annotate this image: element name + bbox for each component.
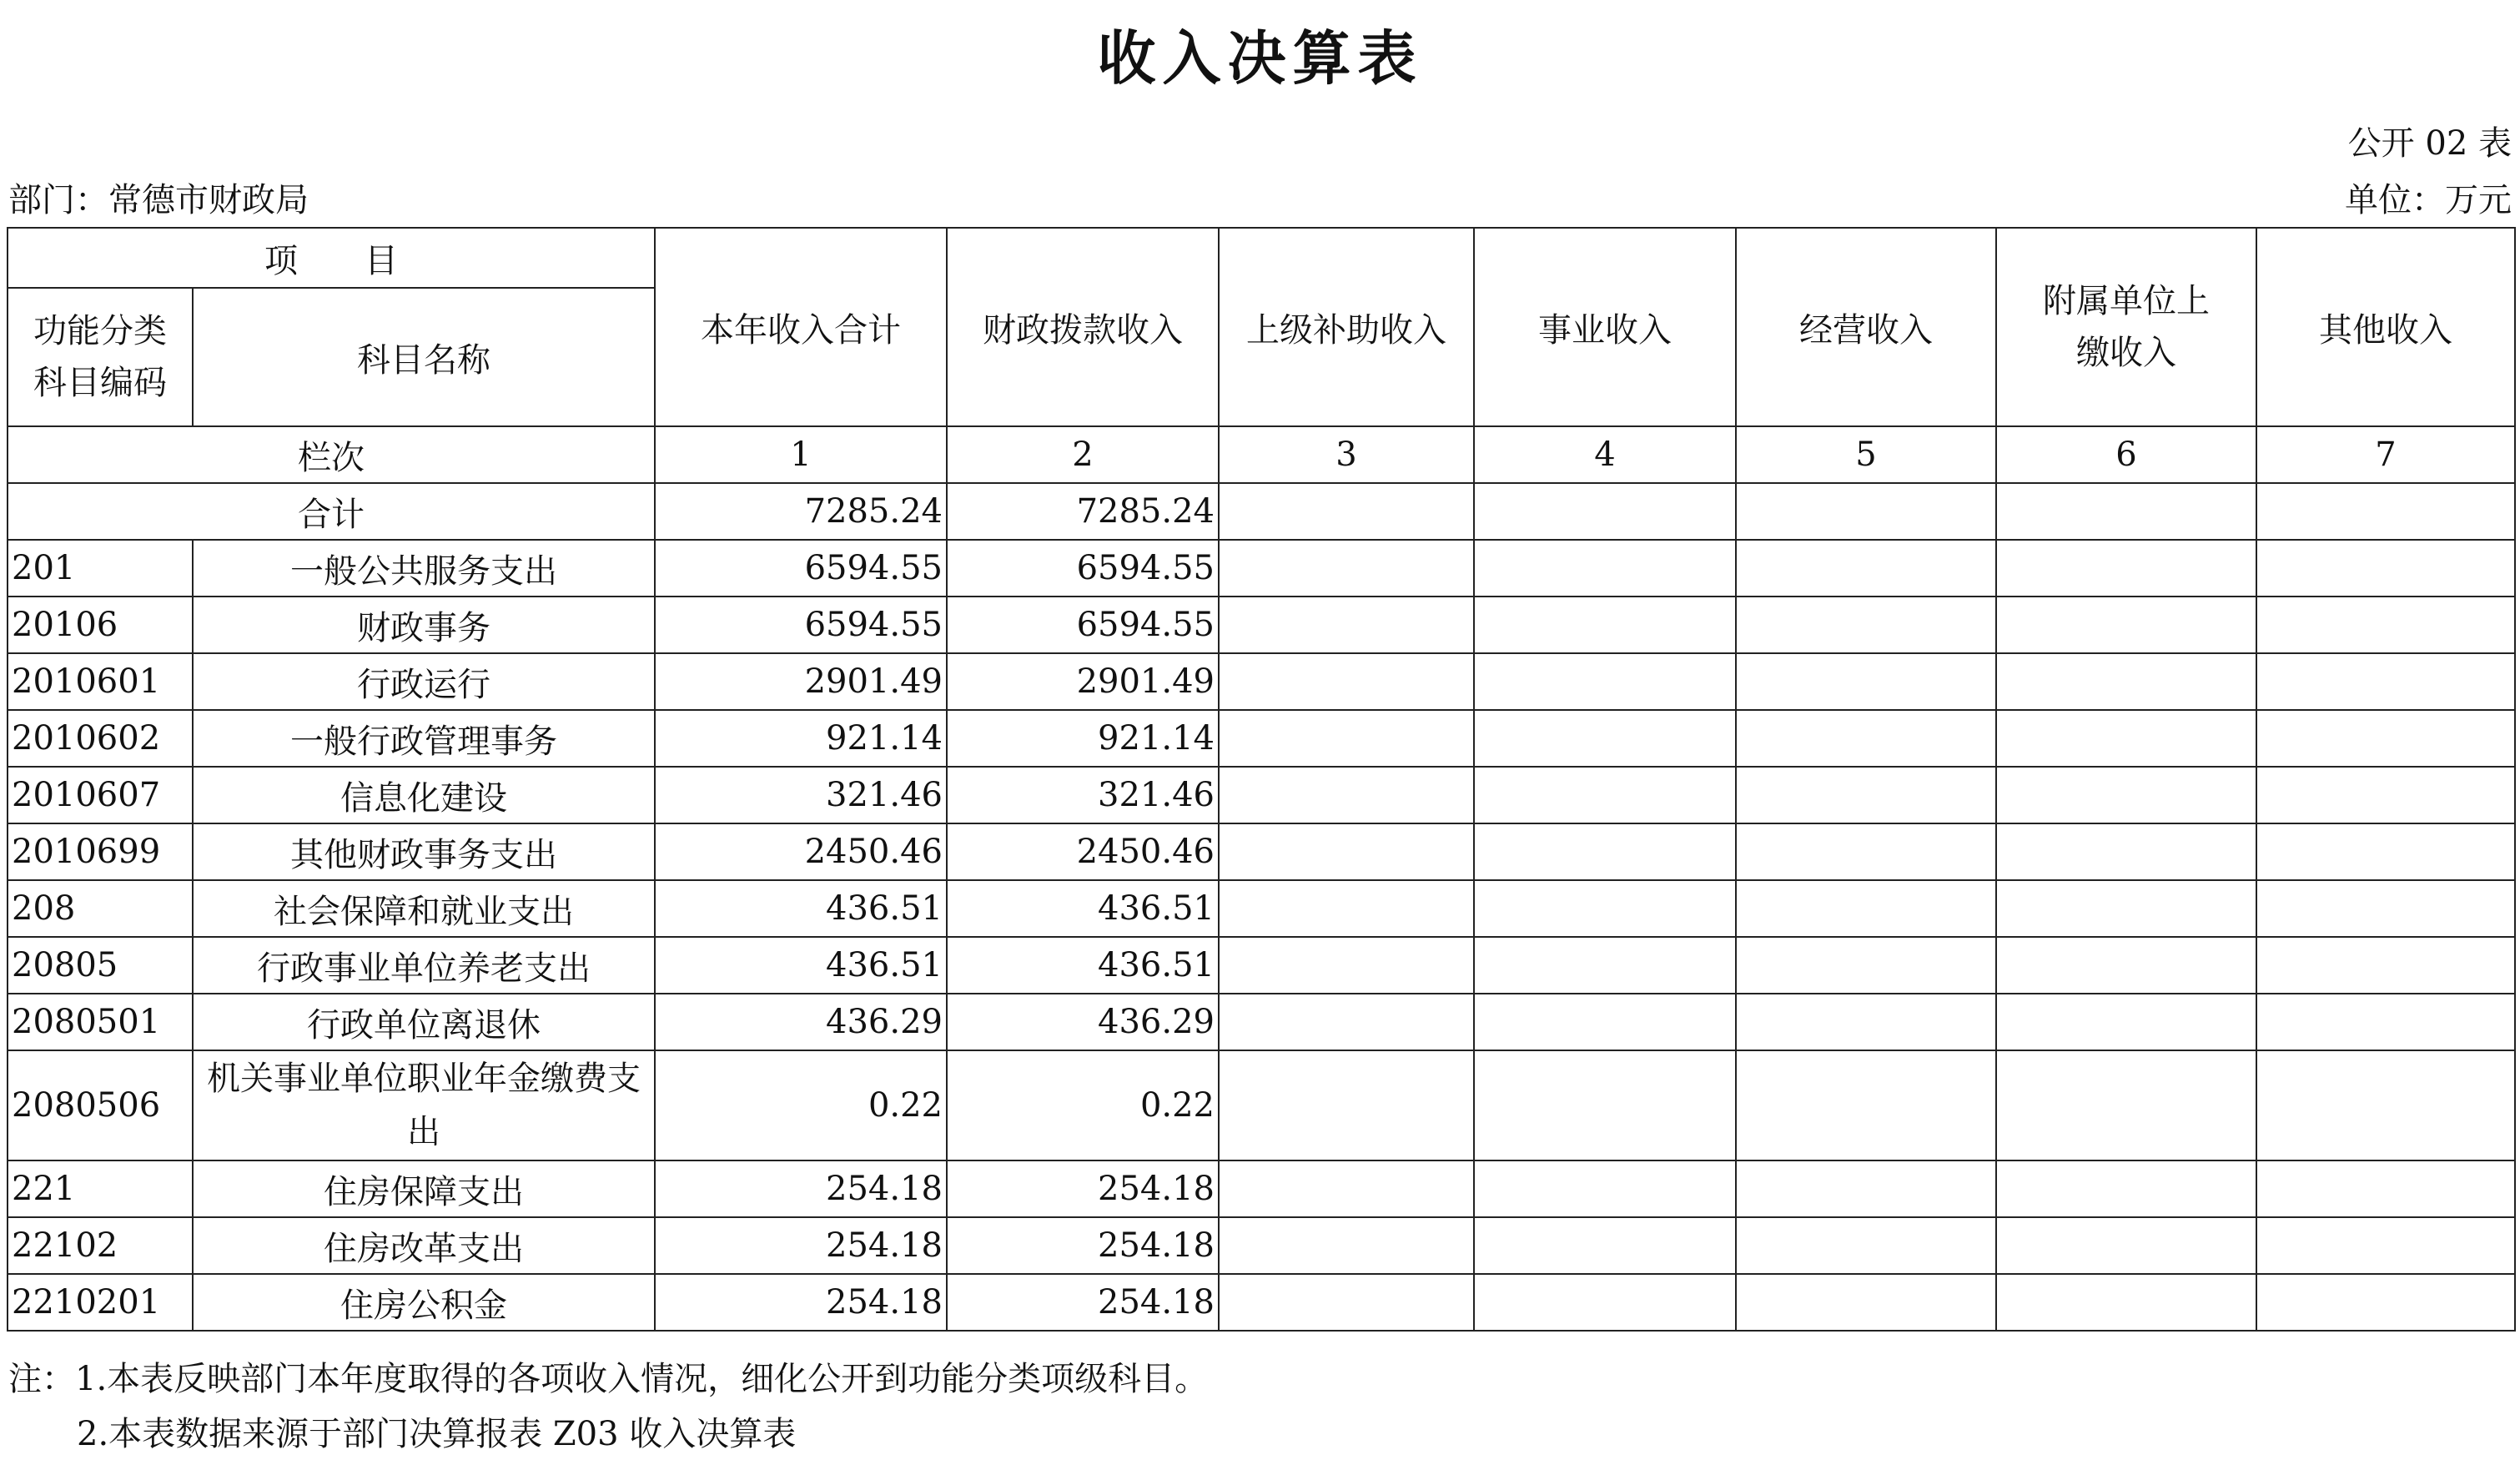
row-subject-name: 住房保障支出 <box>193 1160 655 1217</box>
row-code: 22102 <box>8 1217 193 1274</box>
row-value-cell <box>2256 1274 2515 1331</box>
row-value-cell <box>2256 994 2515 1050</box>
row-value-cell <box>2256 823 2515 880</box>
row-value-cell: 2901.49 <box>655 653 947 710</box>
row-value-cell <box>1736 937 1996 994</box>
table-row <box>8 710 2515 767</box>
row-value-cell <box>1219 1217 1474 1274</box>
row-value-cell: 254.18 <box>655 1160 947 1217</box>
row-subject-name: 其他财政事务支出 <box>193 823 655 880</box>
row-value-cell <box>2256 880 2515 937</box>
row-value-cell <box>1219 937 1474 994</box>
row-value-cell: 436.51 <box>655 880 947 937</box>
page-title: 收入决算表 <box>1097 23 1423 93</box>
col-number: 6 <box>1996 426 2256 483</box>
header-col-total: 本年收入合计 <box>655 228 947 426</box>
row-subject-name: 行政事业单位养老支出 <box>193 937 655 994</box>
row-value-cell <box>1736 823 1996 880</box>
row-code: 20805 <box>8 937 193 994</box>
unit-label: 单位：万元 <box>2345 181 2512 219</box>
row-value-cell <box>1219 710 1474 767</box>
row-value-cell: 436.51 <box>947 937 1219 994</box>
header-item: 项 目 <box>8 228 655 288</box>
row-subject-name: 信息化建设 <box>193 767 655 823</box>
row-value-cell: 2450.46 <box>947 823 1219 880</box>
department-label: 部门：常德市财政局 <box>8 181 309 219</box>
row-value-cell <box>2256 767 2515 823</box>
row-value-cell <box>1736 1274 1996 1331</box>
row-value-cell <box>1736 1160 1996 1217</box>
row-code: 2080501 <box>8 994 193 1050</box>
row-code: 2010601 <box>8 653 193 710</box>
table-row <box>8 1274 2515 1331</box>
row-value-cell: 254.18 <box>655 1274 947 1331</box>
row-value-cell <box>2256 710 2515 767</box>
row-subject-name: 行政单位离退休 <box>193 994 655 1050</box>
row-value-cell <box>1996 1160 2256 1217</box>
row-value-cell <box>2256 1160 2515 1217</box>
row-value-cell: 6594.55 <box>947 540 1219 597</box>
row-value-cell <box>1219 1160 1474 1217</box>
col-number: 3 <box>1219 426 1474 483</box>
row-value-cell <box>1474 1050 1736 1160</box>
table-row <box>8 1217 2515 1274</box>
row-value-cell <box>2256 1217 2515 1274</box>
total-cell: 7285.24 <box>947 483 1219 540</box>
row-value-cell <box>1996 1050 2256 1160</box>
row-value-cell <box>1736 880 1996 937</box>
row-subject-name: 社会保障和就业支出 <box>193 880 655 937</box>
row-value-cell <box>1996 653 2256 710</box>
row-value-cell: 6594.55 <box>655 597 947 653</box>
notes <box>8 1352 1208 1462</box>
row-value-cell <box>2256 1050 2515 1160</box>
row-value-cell <box>1474 937 1736 994</box>
row-subject-name: 机关事业单位职业年金缴费支出 <box>193 1050 655 1160</box>
row-value-cell <box>1219 1274 1474 1331</box>
row-code: 2080506 <box>8 1050 193 1160</box>
total-cell <box>1996 483 2256 540</box>
col-number: 1 <box>655 426 947 483</box>
row-value-cell: 6594.55 <box>947 597 1219 653</box>
row-value-cell <box>1219 880 1474 937</box>
total-cell <box>1219 483 1474 540</box>
table-row <box>8 880 2515 937</box>
row-value-cell <box>1996 1217 2256 1274</box>
row-value-cell: 254.18 <box>655 1217 947 1274</box>
row-value-cell: 436.51 <box>947 880 1219 937</box>
row-value-cell <box>1474 823 1736 880</box>
row-subject-name: 一般行政管理事务 <box>193 710 655 767</box>
row-value-cell <box>2256 653 2515 710</box>
table-row <box>8 994 2515 1050</box>
row-value-cell <box>1736 1217 1996 1274</box>
header-col-business: 事业收入 <box>1474 228 1736 426</box>
table-row <box>8 823 2515 880</box>
header-col-superior-subsidy: 上级补助收入 <box>1219 228 1474 426</box>
row-value-cell: 254.18 <box>947 1160 1219 1217</box>
col-number: 7 <box>2256 426 2515 483</box>
row-value-cell <box>2256 937 2515 994</box>
row-value-cell <box>1996 540 2256 597</box>
col-number: 2 <box>947 426 1219 483</box>
row-code: 221 <box>8 1160 193 1217</box>
income-table <box>7 227 2516 1332</box>
row-value-cell <box>1474 880 1736 937</box>
row-value-cell <box>1736 767 1996 823</box>
table-row <box>8 937 2515 994</box>
header-col-other: 其他收入 <box>2256 228 2515 426</box>
row-value-cell <box>1219 540 1474 597</box>
row-value-cell <box>2256 540 2515 597</box>
row-value-cell <box>1996 1274 2256 1331</box>
row-value-cell: 921.14 <box>947 710 1219 767</box>
row-value-cell: 2901.49 <box>947 653 1219 710</box>
header-col-affiliated <box>1996 228 2256 426</box>
row-value-cell <box>1474 710 1736 767</box>
row-value-cell <box>1474 653 1736 710</box>
total-cell <box>1736 483 1996 540</box>
row-value-cell <box>1996 823 2256 880</box>
header-col-affiliated-text: 附属单位上缴收入 <box>2043 282 2210 372</box>
row-value-cell <box>1474 1274 1736 1331</box>
row-value-cell <box>1996 937 2256 994</box>
col-number: 5 <box>1736 426 1996 483</box>
row-value-cell: 2450.46 <box>655 823 947 880</box>
row-value-cell: 436.51 <box>655 937 947 994</box>
row-subject-name: 财政事务 <box>193 597 655 653</box>
row-value-cell: 254.18 <box>947 1274 1219 1331</box>
header-subject-name: 科目名称 <box>193 288 655 426</box>
table-row <box>8 597 2515 653</box>
header-col-fiscal: 财政拨款收入 <box>947 228 1219 426</box>
row-value-cell: 321.46 <box>655 767 947 823</box>
header-func-code <box>8 288 193 426</box>
total-cell <box>2256 483 2515 540</box>
row-value-cell <box>1736 653 1996 710</box>
row-value-cell <box>1474 1217 1736 1274</box>
table-row <box>8 1160 2515 1217</box>
row-value-cell <box>1474 994 1736 1050</box>
total-label: 合计 <box>8 483 655 540</box>
row-code: 2010607 <box>8 767 193 823</box>
row-value-cell: 436.29 <box>655 994 947 1050</box>
note-1: 注：1.本表反映部门本年度取得的各项收入情况，细化公开到功能分类项级科目。 <box>8 1360 1209 1398</box>
row-value-cell: 321.46 <box>947 767 1219 823</box>
row-subject-name: 一般公共服务支出 <box>193 540 655 597</box>
row-value-cell <box>1736 1050 1996 1160</box>
row-code: 2010699 <box>8 823 193 880</box>
row-subject-name: 行政运行 <box>193 653 655 710</box>
row-value-cell: 6594.55 <box>655 540 947 597</box>
header-func-code-text: 功能分类科目编码 <box>33 312 167 402</box>
row-value-cell <box>1474 540 1736 597</box>
row-code: 2210201 <box>8 1274 193 1331</box>
row-code: 20106 <box>8 597 193 653</box>
row-value-cell <box>1219 994 1474 1050</box>
row-code: 2010602 <box>8 710 193 767</box>
row-value-cell <box>1219 653 1474 710</box>
row-value-cell <box>1474 767 1736 823</box>
note-2: 2.本表数据来源于部门决算报表 Z03 收入决算表 <box>77 1415 797 1453</box>
form-code: 公开 02 表 <box>2347 124 2512 163</box>
header-col-operating: 经营收入 <box>1736 228 1996 426</box>
row-subject-name: 住房改革支出 <box>193 1217 655 1274</box>
total-cell: 7285.24 <box>655 483 947 540</box>
row-code: 208 <box>8 880 193 937</box>
row-value-cell <box>1736 597 1996 653</box>
row-value-cell <box>1996 597 2256 653</box>
row-value-cell <box>1736 540 1996 597</box>
row-value-cell <box>1219 823 1474 880</box>
row-value-cell <box>2256 597 2515 653</box>
row-value-cell: 0.22 <box>947 1050 1219 1160</box>
table-row <box>8 767 2515 823</box>
row-value-cell <box>1736 710 1996 767</box>
row-subject-name: 住房公积金 <box>193 1274 655 1331</box>
row-value-cell <box>1219 597 1474 653</box>
row-value-cell <box>1219 1050 1474 1160</box>
row-value-cell: 436.29 <box>947 994 1219 1050</box>
table-row <box>8 653 2515 710</box>
row-value-cell <box>1219 767 1474 823</box>
row-code: 201 <box>8 540 193 597</box>
total-cell <box>1474 483 1736 540</box>
row-value-cell <box>1996 710 2256 767</box>
row-value-cell <box>1996 994 2256 1050</box>
row-value-cell <box>1736 994 1996 1050</box>
row-value-cell <box>1474 1160 1736 1217</box>
row-value-cell <box>1996 767 2256 823</box>
table-row <box>8 1050 2515 1160</box>
row-value-cell <box>1474 597 1736 653</box>
table-row <box>8 540 2515 597</box>
row-value-cell: 0.22 <box>655 1050 947 1160</box>
col-number: 4 <box>1474 426 1736 483</box>
row-value-cell: 921.14 <box>655 710 947 767</box>
row-value-cell: 254.18 <box>947 1217 1219 1274</box>
row-label-lanci: 栏次 <box>8 426 655 483</box>
row-value-cell <box>1996 880 2256 937</box>
